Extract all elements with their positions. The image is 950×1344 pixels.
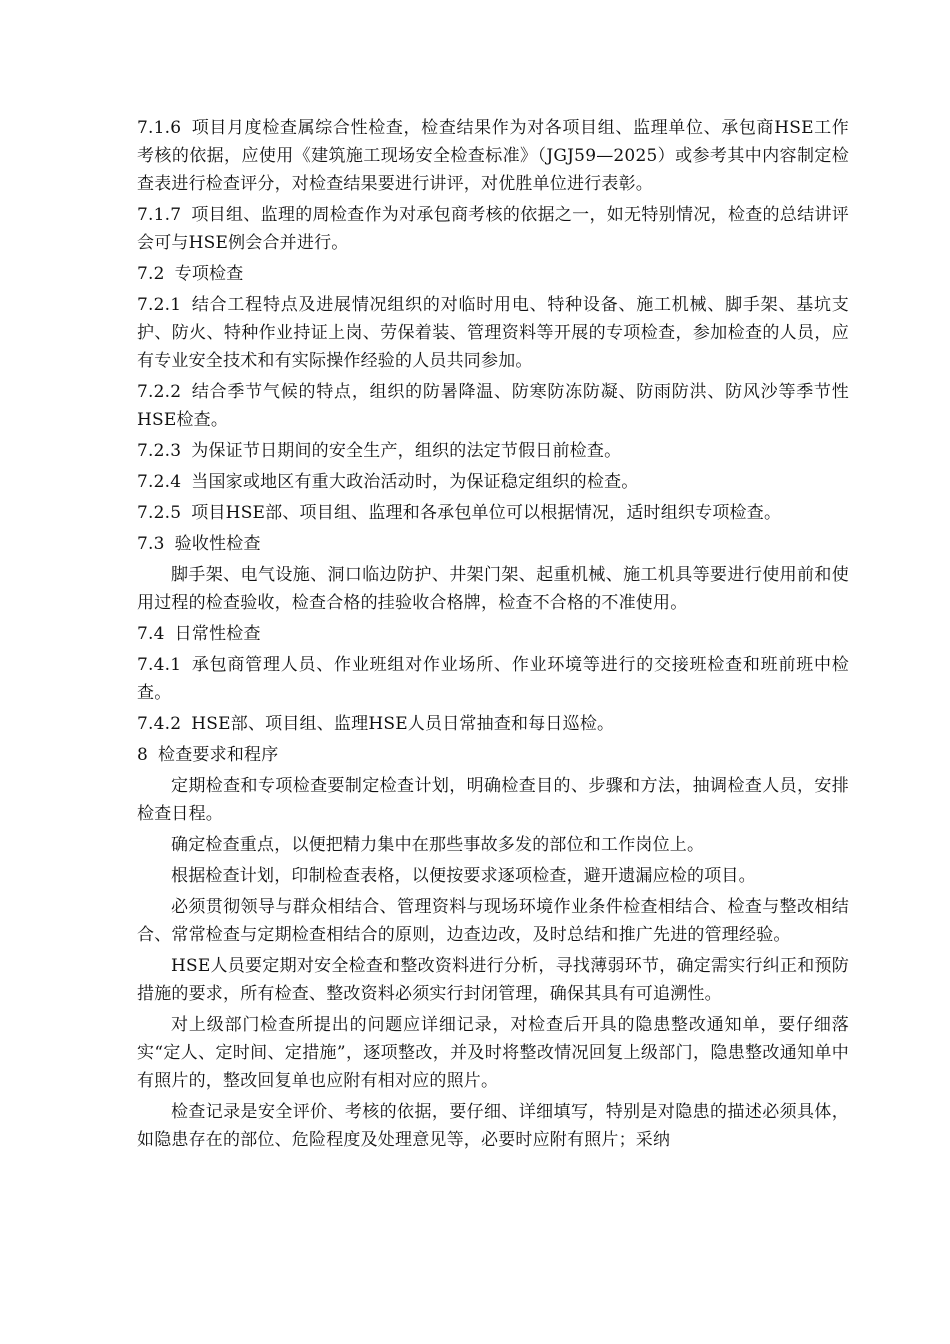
clause-7-1-6 [137,114,849,198]
clause-text: HSE部、项目组、监理HSE人员日常抽查和每日巡检。 [191,714,615,734]
clause-text: 项目HSE部、项目组、监理和各承包单位可以根据情况，适时组织专项检查。 [191,503,782,523]
clause-text: 项目月度检查属综合性检查，检查结果作为对各项目组、监理单位、承包商HSE工作考核的依据，应使用《建筑施工现场安全检查标准》（JGJ59—2025）或参考其中内容制定检查表进行检查评分，对检查结果要进行讲评，对优胜单位进行表彰。 [137,118,849,194]
section-heading-8 [137,741,849,769]
section-title: 日常性检查 [174,624,261,644]
clause-7-2-3 [137,437,849,465]
clause-number: 7.1.7 [137,205,182,225]
paragraph-text: HSE人员要定期对安全检查和整改资料进行分析，寻找薄弱环节，确定需实行纠正和预防措施的要求，所有检查、整改资料必须实行封闭管理，确保其具有可追溯性。 [137,956,849,1004]
paragraph-text: 确定检查重点，以便把精力集中在那些事故多发的部位和工作岗位上。 [171,835,705,855]
paragraph-text: 检查记录是安全评价、考核的依据，要仔细、详细填写，特别是对隐患的描述必须具体，如隐患存在的部位、危险程度及处理意见等，必要时应附有照片；采纳 [137,1102,849,1150]
clause-7-1-7 [137,201,849,257]
clause-7-4-1 [137,651,849,707]
clause-text: 项目组、监理的周检查作为对承包商考核的依据之一，如无特别情况，检查的总结讲评会可与HSE例会合并进行。 [137,205,849,253]
section-title: 验收性检查 [174,534,261,554]
clause-number: 7.1.6 [137,118,182,138]
clause-text: 结合工程特点及进展情况组织的对临时用电、特种设备、施工机械、脚手架、基坑支护、防火、特种作业持证上岗、劳保着装、管理资料等开展的专项检查，参加检查的人员，应有专业安全技术和有实际操作经验的人员共同参加。 [137,295,849,371]
document-body [137,114,849,1157]
clause-number: 7.2.4 [137,472,182,492]
body-paragraph [137,1098,849,1154]
body-paragraph [137,561,849,617]
clause-text: 承包商管理人员、作业班组对作业场所、作业环境等进行的交接班检查和班前班中检查。 [137,655,849,703]
section-heading-7-4 [137,620,849,648]
clause-7-2-5 [137,499,849,527]
paragraph-text: 脚手架、电气设施、洞口临边防护、井架门架、起重机械、施工机具等要进行使用前和使用过程的检查验收，检查合格的挂验收合格牌，检查不合格的不准使用。 [137,565,849,613]
section-heading-7-2 [137,260,849,288]
clause-text: 为保证节日期间的安全生产，组织的法定节假日前检查。 [191,441,622,461]
clause-number: 7.2.1 [137,295,182,315]
body-paragraph [137,952,849,1008]
section-number: 7.4 [137,624,165,644]
section-title: 专项检查 [174,264,244,284]
body-paragraph [137,1011,849,1095]
body-paragraph [137,831,849,859]
clause-7-2-1 [137,291,849,375]
section-number: 8 [137,745,149,765]
clause-number: 7.2.2 [137,382,182,402]
clause-7-2-2 [137,378,849,434]
section-heading-7-3 [137,530,849,558]
paragraph-text: 对上级部门检查所提出的问题应详细记录，对检查后开具的隐患整改通知单，要仔细落实“定人、定时间、定措施”，逐项整改，并及时将整改情况回复上级部门，隐患整改通知单中有照片的，整改回复单也应附有相对应的照片。 [137,1015,849,1091]
paragraph-text: 根据检查计划，印制检查表格，以便按要求逐项检查，避开遗漏应检的项目。 [171,866,756,886]
paragraph-text: 必须贯彻领导与群众相结合、管理资料与现场环境作业条件检查相结合、检查与整改相结合、常常检查与定期检查相结合的原则，边查边改，及时总结和推广先进的管理经验。 [137,897,849,945]
body-paragraph [137,893,849,949]
clause-7-2-4 [137,468,849,496]
clause-number: 7.4.2 [137,714,182,734]
clause-text: 当国家或地区有重大政治活动时，为保证稳定组织的检查。 [191,472,639,492]
clause-number: 7.4.1 [137,655,182,675]
section-title: 检查要求和程序 [158,745,279,765]
clause-7-4-2 [137,710,849,738]
paragraph-text: 定期检查和专项检查要制定检查计划，明确检查目的、步骤和方法，抽调检查人员，安排检查日程。 [137,776,849,824]
body-paragraph [137,772,849,828]
section-number: 7.3 [137,534,165,554]
clause-number: 7.2.5 [137,503,182,523]
clause-number: 7.2.3 [137,441,182,461]
body-paragraph [137,862,849,890]
clause-text: 结合季节气候的特点，组织的防暑降温、防寒防冻防凝、防雨防洪、防风沙等季节性HSE检查。 [137,382,849,430]
section-number: 7.2 [137,264,165,284]
